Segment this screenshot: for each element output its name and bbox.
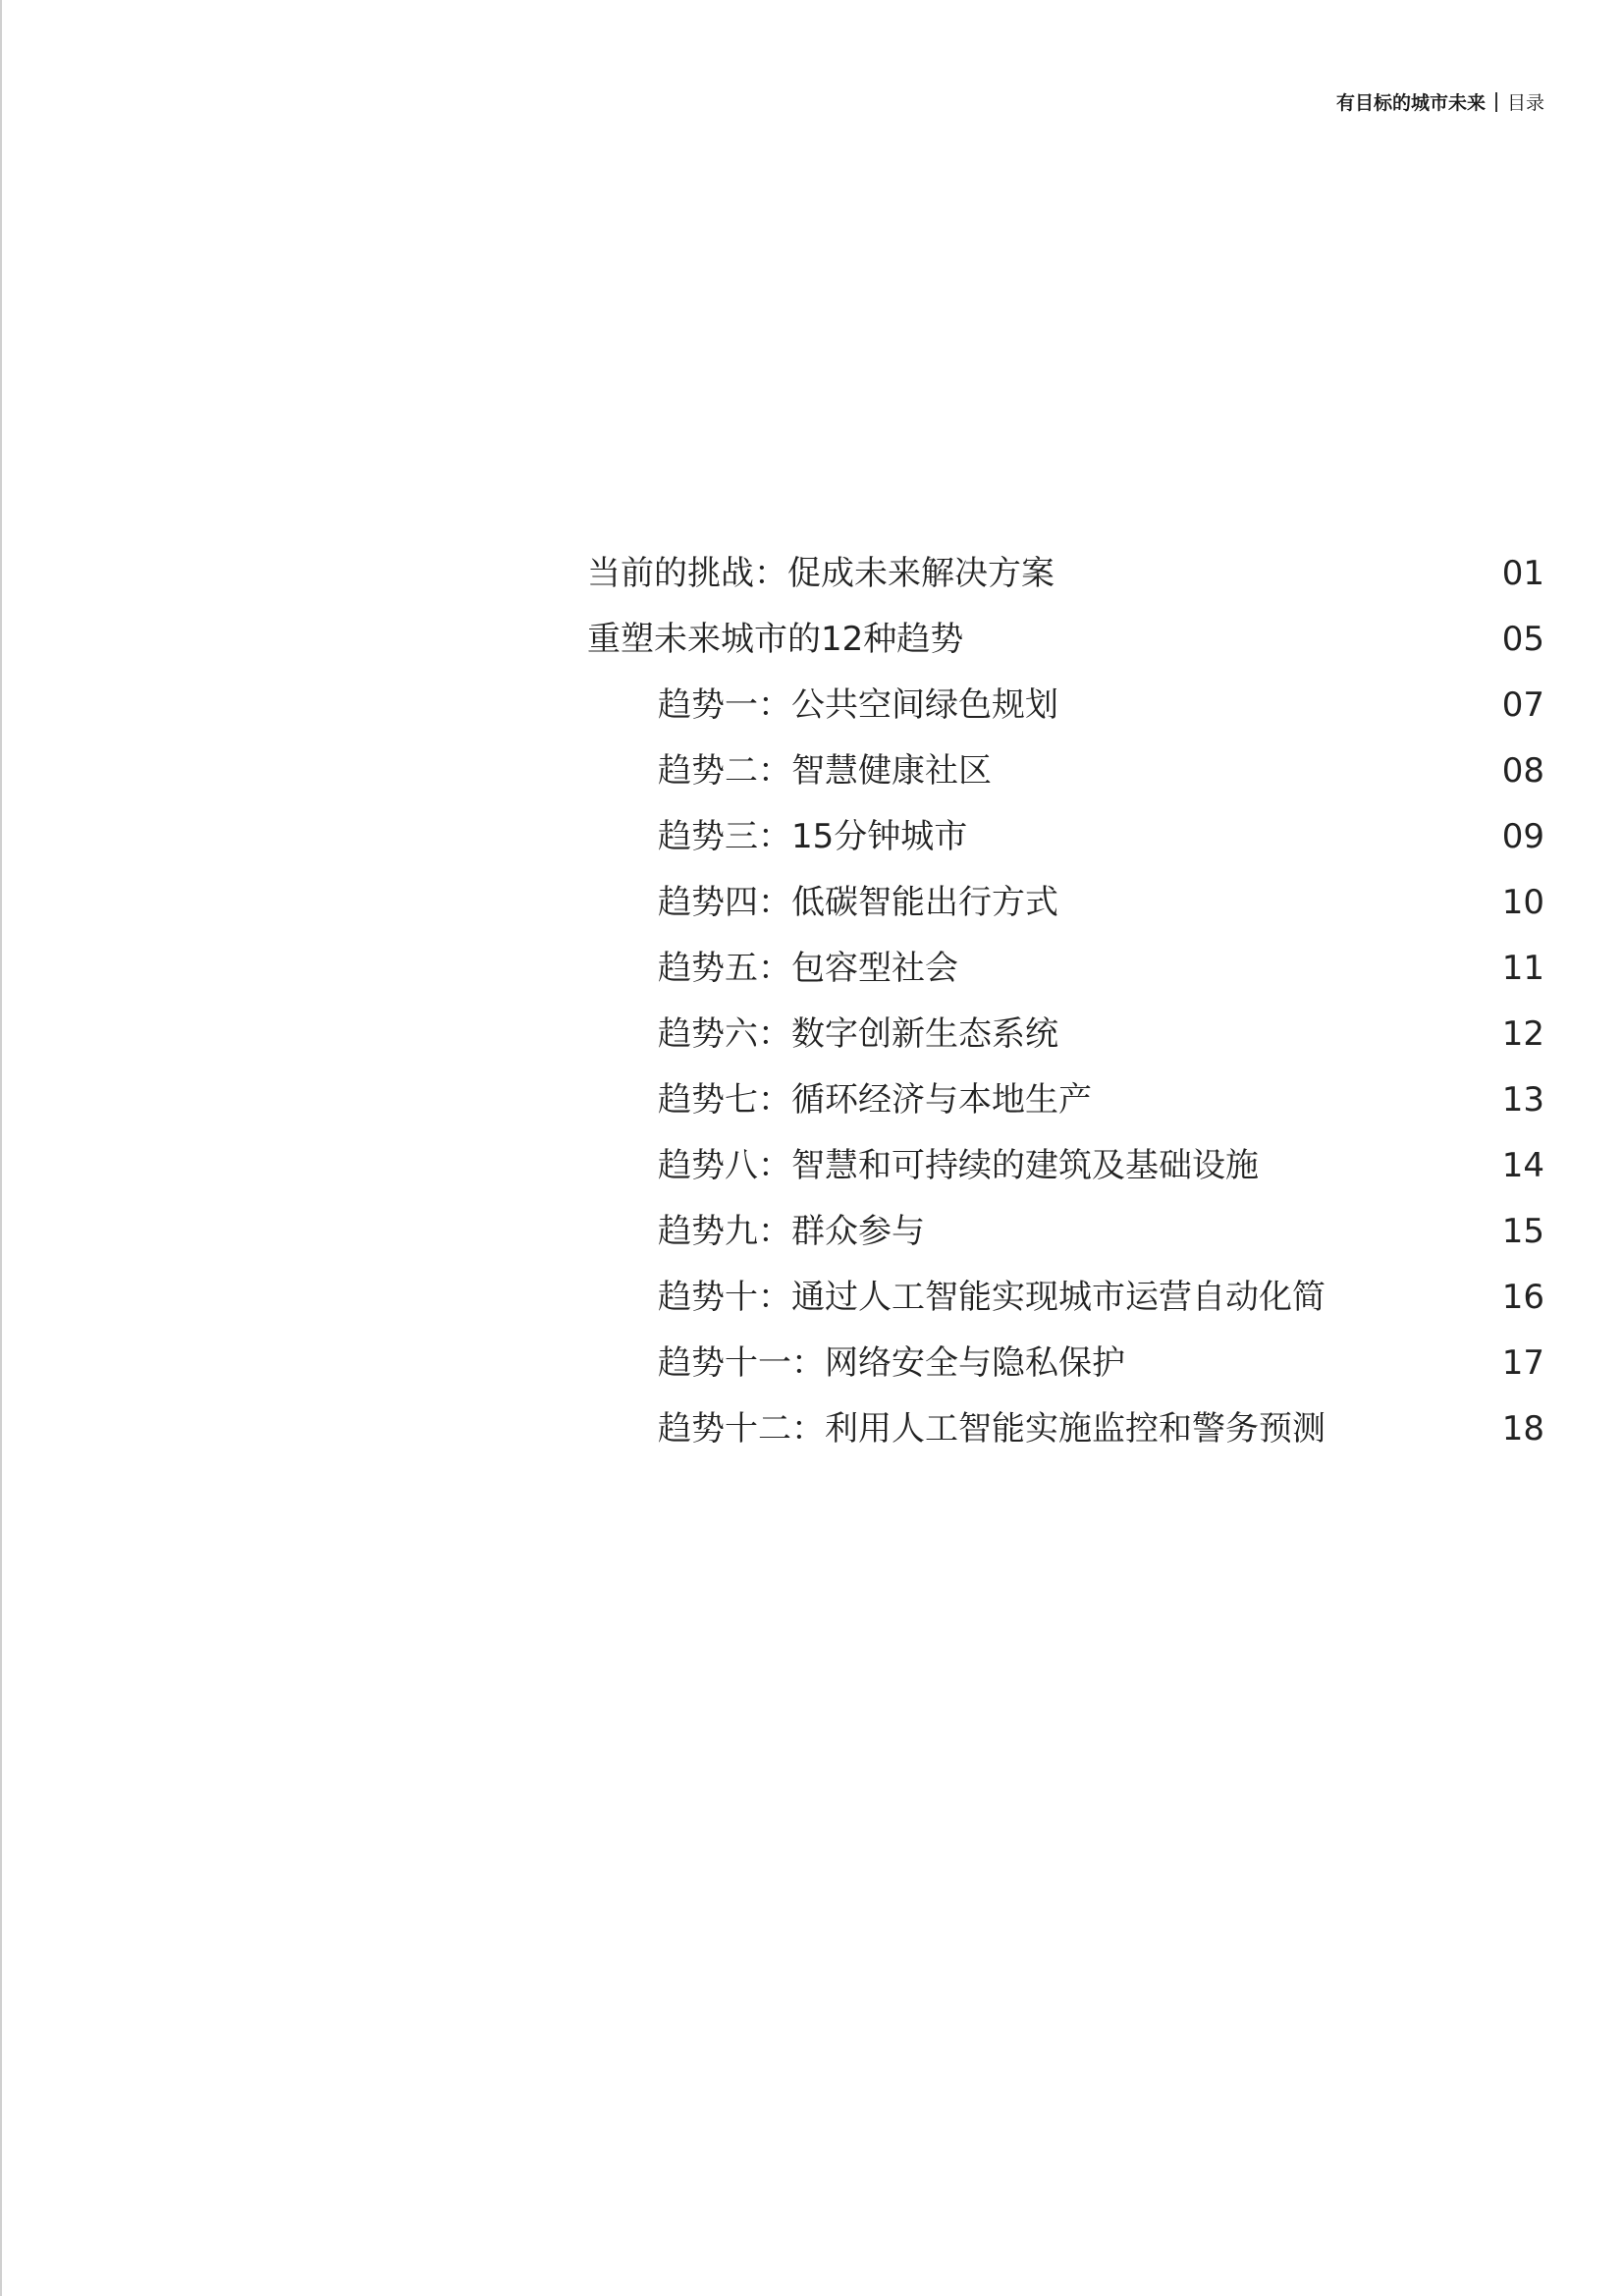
toc-page-number: 13 — [1501, 1080, 1544, 1120]
toc-page-number: 17 — [1501, 1343, 1544, 1383]
document-title: 有目标的城市未来 — [1335, 92, 1486, 114]
table-of-contents — [587, 546, 1544, 1467]
toc-entry-title: 当前的挑战：促成未来解决方案 — [587, 554, 1055, 593]
toc-entry-title: 重塑未来城市的12种趋势 — [587, 620, 964, 659]
toc-entry[interactable] — [587, 546, 1544, 612]
toc-page-number: 12 — [1501, 1014, 1544, 1054]
toc-entry-title: 趋势一：公共空间绿色规划 — [658, 685, 1058, 725]
toc-page-number: 10 — [1501, 883, 1544, 922]
section-title: 目录 — [1506, 92, 1544, 114]
toc-subentry[interactable] — [587, 1270, 1544, 1336]
toc-entry-title: 趋势十二：利用人工智能实施监控和警务预测 — [658, 1409, 1325, 1449]
toc-subentry[interactable] — [587, 743, 1544, 809]
toc-subentry[interactable] — [587, 809, 1544, 875]
toc-entry-title: 趋势九：群众参与 — [658, 1212, 925, 1251]
toc-page-number: 07 — [1501, 685, 1544, 725]
toc-page-number: 08 — [1501, 751, 1544, 791]
toc-entry[interactable] — [587, 612, 1544, 678]
running-header — [1336, 90, 1544, 116]
toc-entry-title: 趋势四：低碳智能出行方式 — [658, 883, 1058, 922]
toc-subentry[interactable] — [587, 875, 1544, 941]
toc-subentry[interactable] — [587, 1401, 1544, 1467]
toc-entry-title: 趋势二：智慧健康社区 — [658, 751, 992, 791]
toc-subentry[interactable] — [587, 678, 1544, 743]
page-edge — [0, 0, 2, 2296]
toc-page-number: 11 — [1501, 949, 1544, 988]
toc-subentry[interactable] — [587, 1138, 1544, 1204]
toc-page-number: 01 — [1501, 554, 1544, 593]
toc-page-number: 14 — [1501, 1146, 1544, 1185]
header-separator — [1495, 92, 1497, 112]
toc-page-number: 05 — [1501, 620, 1544, 659]
toc-entry-title: 趋势八：智慧和可持续的建筑及基础设施 — [658, 1146, 1259, 1185]
toc-page-number: 16 — [1501, 1278, 1544, 1317]
toc-subentry[interactable] — [587, 941, 1544, 1007]
toc-entry-title: 趋势七：循环经济与本地生产 — [658, 1080, 1092, 1120]
toc-subentry[interactable] — [587, 1072, 1544, 1138]
toc-subentry[interactable] — [587, 1336, 1544, 1401]
toc-page-number: 09 — [1501, 817, 1544, 856]
toc-entry-title: 趋势十一：网络安全与隐私保护 — [658, 1343, 1125, 1383]
toc-subentry[interactable] — [587, 1007, 1544, 1072]
toc-entry-title: 趋势十：通过人工智能实现城市运营自动化简 — [658, 1278, 1325, 1317]
toc-page-number: 18 — [1501, 1409, 1544, 1449]
toc-subentry[interactable] — [587, 1204, 1544, 1270]
toc-entry-title: 趋势三：15分钟城市 — [658, 817, 968, 856]
toc-entry-title: 趋势六：数字创新生态系统 — [658, 1014, 1058, 1054]
toc-entry-title: 趋势五：包容型社会 — [658, 949, 958, 988]
toc-page-number: 15 — [1501, 1212, 1544, 1251]
